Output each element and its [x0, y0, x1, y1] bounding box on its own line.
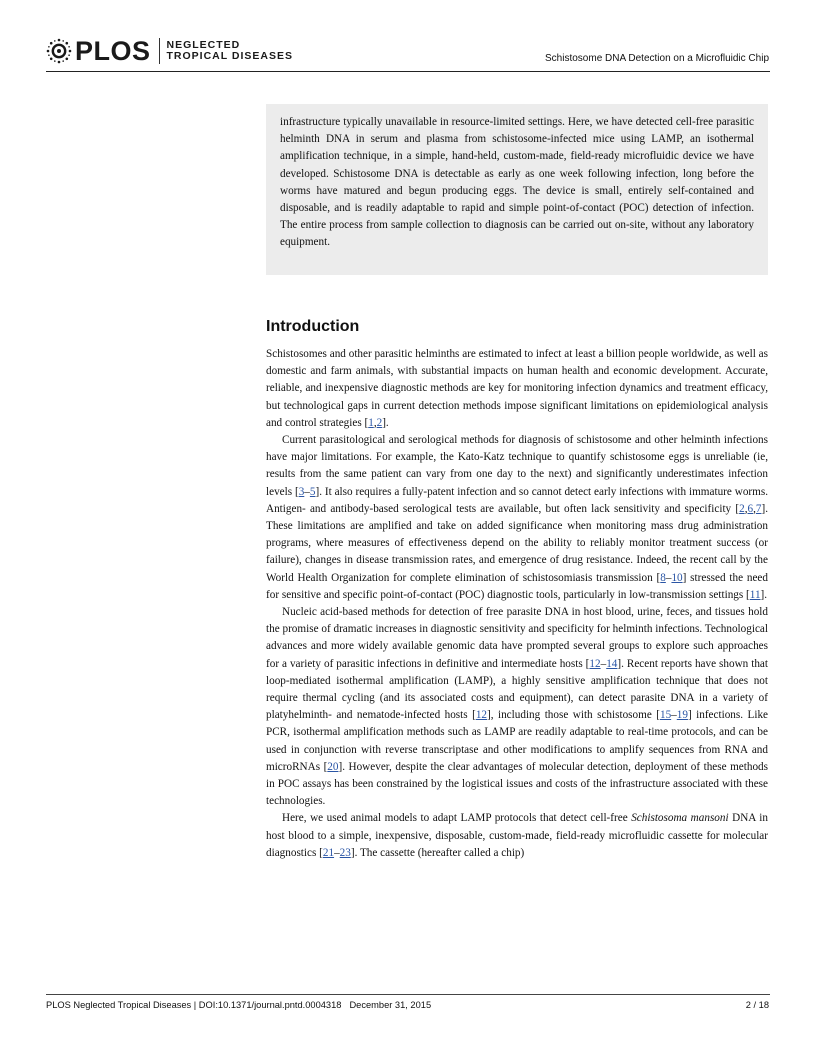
journal-name [167, 40, 294, 62]
citation-link[interactable]: 14 [606, 657, 618, 670]
citation-link[interactable]: 12 [589, 657, 601, 670]
citation-link[interactable]: 12 [475, 709, 487, 722]
citation-link[interactable]: 3 [298, 485, 305, 498]
citation-link[interactable]: 11 [749, 588, 761, 601]
journal-name-line-2: TROPICAL DISEASES [166, 50, 294, 62]
header-rule [46, 71, 770, 72]
journal-logo [46, 36, 293, 66]
text-run: ]. These limitations are amplified and take on added significance when monitoring mass drug administration programs, where measures of effectiveness depend on the ability to reliably monitor treatment success (or failure), changes in disease transmission rates, and emergence of drug resistance. Indeed, the recent call by the World Health Organization for complete elimination of schistosomiasis transmission [ [266, 502, 768, 584]
citation-link[interactable]: 10 [671, 571, 683, 584]
main-column [266, 317, 768, 862]
text-run: ]. Recent reports have shown that loop-mediated isothermal amplification (LAMP), a highly sensitive amplification technique that does not require thermal cycling (and its associated costs and equipment), can detect parasite DNA in a variety of platyhelminth- and nematode-infected hosts [ [266, 657, 768, 722]
footer-date: December 31, 2015 [349, 1000, 432, 1010]
text-run: ], including those with schistosome [ [487, 709, 660, 722]
text-run: , [753, 502, 756, 515]
section-heading-introduction: Introduction [266, 318, 360, 335]
text-run: – [304, 485, 310, 498]
text-run: – [334, 846, 340, 859]
text-run: ]. It also requires a fully-patent infection and so cannot detect early infections with immature worms. Antigen- and antibody-based serological tests are available, but often lack sensitivity and specificity [ [266, 485, 768, 515]
text-run: Current parasitological and serological methods for diagnosis of schistosome and other helminth infections have major limitations. For example, the Kato-Katz technique to quantify schistosome eggs is unreliable (ie, results from the same patient can vary from one day to the next) and significantly underestimates infection levels [ [266, 434, 768, 498]
text-run: ]. However, despite the clear advantages of molecular detection, deployment of these methods in POC assays has been constrained by the logistical issues and costs of the infrastructure associated with these technologies. [266, 760, 768, 808]
text-run: – [671, 709, 677, 722]
intro-paragraph-4 [266, 810, 768, 862]
text-run: ] infections. Like PCR, isothermal amplification methods such as LAMP are readily adaptable to real-time protocols, and can be used in conjunction with reverse transcriptase and other modifications to amplify sequences from RNA and microRNAs [ [266, 709, 768, 773]
page-number: 2 / 18 [745, 1000, 769, 1010]
citation-link[interactable]: 1 [368, 416, 374, 429]
logo-wordmark: PLOS [75, 36, 151, 66]
text-run: ]. [760, 588, 768, 601]
text-run: Nucleic acid-based methods for detection of free parasite DNA in host blood, urine, feces, and tissues hold the promise of dramatic increases in diagnostic sensitivity and specificity for helminth infections. Technological advances and more widely available genomic data have prompted several groups to explore such approaches for a variety of parasitic infections in definitive and intermediate hosts [ [266, 606, 768, 670]
footer-citation [46, 1000, 431, 1010]
abstract-box [266, 104, 768, 275]
text-run: , [744, 502, 748, 515]
text-run: ] stressed the need for sensitive and specific point-of-contact (POC) diagnostic tools, particularly in low-transmission settings [ [266, 571, 768, 601]
text-run: – [665, 571, 672, 584]
plos-sunburst-icon [46, 38, 72, 64]
intro-paragraph-3 [266, 604, 768, 810]
citation-link[interactable]: 21 [322, 846, 335, 859]
species-name: Schistosoma mansoni [631, 812, 729, 825]
citation-link[interactable]: 6 [747, 502, 754, 515]
text-run: Schistosomes and other parasitic helminths are estimated to infect at least a billion people worldwide, as well as domestic and farm animals, with substantial impacts on human health and economic development. Accurate, reliable, and inexpensive diagnostic methods are key for monitoring infection dynamics and treatment efficacy, but technological gaps in current detection methods impose significant limitations on epidemiological analysis and control strategies [ [266, 348, 768, 429]
text-run: , [373, 416, 377, 429]
citation-link[interactable]: 20 [327, 760, 339, 773]
citation-link[interactable]: 5 [309, 485, 316, 498]
abstract-paragraph: infrastructure typically unavailable in resource-limited settings. Here, we have detected cell-free parasitic helminth DNA in serum and plasma from schistosome-infected mice using LAMP, an isothermal amplification technique, in a simple, hand-held, custom-made, field-ready microfluidic device we have developed. Schistosome DNA is detectable as early as one week following infection, long before the worms have matured and begun producing eggs. The device is small, entirely self-contained and disposable, and is readily adaptable to rapid and simple point-of-contact (POC) detection of infection. The entire process from sample collection to diagnosis can be carried out on-site, without any laboratory equipment. [280, 116, 754, 249]
intro-paragraph-1 [266, 346, 768, 432]
logo-divider [159, 38, 160, 64]
citation-link[interactable]: 15 [659, 709, 672, 722]
footer-rule [46, 994, 770, 995]
citation-link[interactable]: 8 [660, 571, 666, 584]
citation-link[interactable]: 19 [676, 709, 688, 722]
text-run: ]. The cassette (hereafter called a chip) [350, 846, 525, 859]
citation-link[interactable]: 23 [339, 846, 351, 859]
text-run: – [600, 657, 607, 670]
intro-paragraph-2 [266, 432, 768, 604]
running-title: Schistosome DNA Detection on a Microfluidic Chip [545, 53, 769, 64]
footer-journal-doi: PLOS Neglected Tropical Diseases | DOI:10.1371/journal.pntd.0004318 [46, 1000, 342, 1010]
text-run: DNA in host blood to a simple, inexpensive, disposable, custom-made, field-ready microfluidic cassette for molecular diagnostics [ [266, 812, 768, 859]
text-run: Here, we used animal models to adapt LAMP protocols that detect cell-free [282, 812, 632, 825]
journal-name-line-1: NEGLECTED [166, 39, 241, 51]
text-run: ]. [382, 416, 389, 429]
citation-link[interactable]: 2 [739, 502, 745, 515]
citation-link[interactable]: 2 [376, 416, 383, 429]
citation-link[interactable]: 7 [755, 502, 762, 515]
